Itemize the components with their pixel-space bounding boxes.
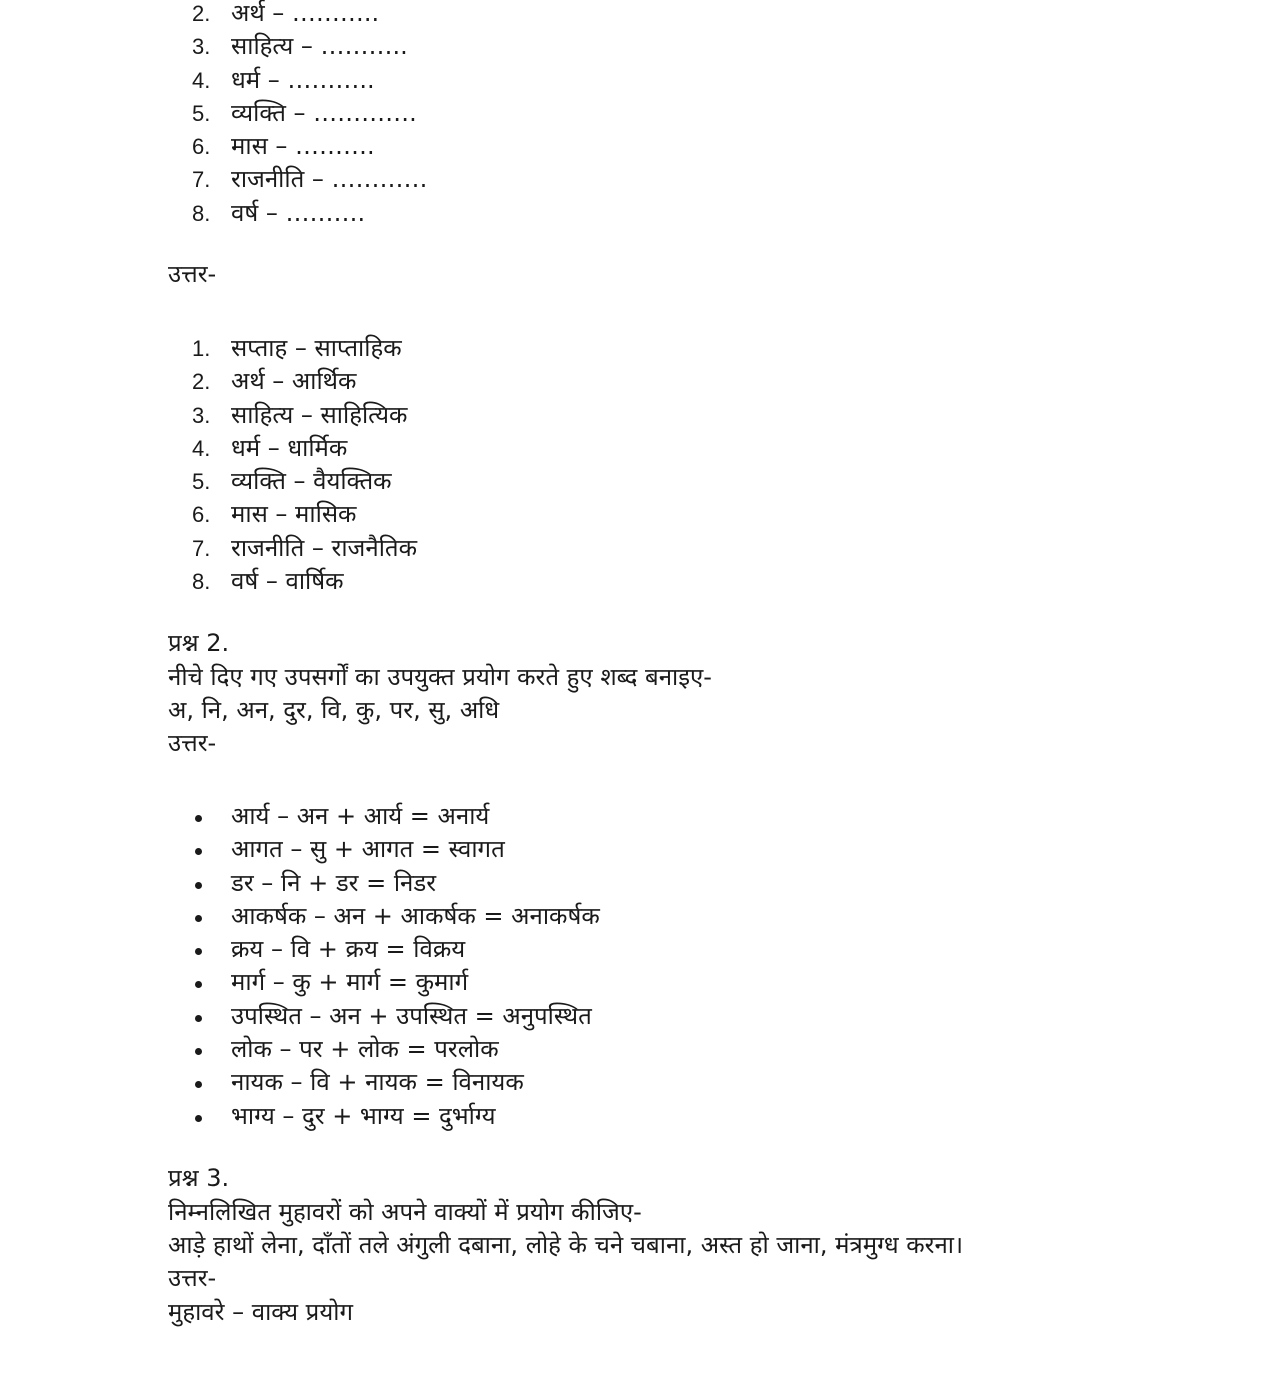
item-text: व्यक्ति – ………….: [231, 98, 417, 127]
item-text: वर्ष – ……….: [231, 198, 366, 227]
item-number: 4.: [192, 67, 211, 93]
item-text: साहित्य – साहित्यिक: [231, 400, 408, 429]
item-text: आर्य – अन + आर्य = अनार्य: [231, 802, 490, 830]
item-number: 7.: [192, 535, 211, 561]
item-text: अर्थ – आर्थिक: [231, 367, 357, 396]
item-number: 1.: [192, 336, 211, 361]
q2-answer-label: उत्तर-: [168, 729, 217, 757]
item-text: मार्ग – कु + मार्ग = कुमार्ग: [231, 968, 469, 997]
q3-idioms: आड़े हाथों लेना, दाँतों तले अंगुली दबाना, लोहे के चने चबाना, अस्त हो जाना, मंत्रमुग्ध करना।: [168, 1231, 964, 1259]
item-text: धर्म – धार्मिक: [231, 433, 348, 462]
q2-instruction: नीचे दिए गए उपसर्गों का उपयुक्त प्रयोग करते हुए शब्द बनाइए-: [168, 663, 712, 691]
bullet-icon: [195, 1081, 202, 1088]
q2-prefixes: अ, नि, अन, दुर, वि, कु, पर, सु, अधि: [168, 696, 500, 724]
item-text: राजनीति – …………: [231, 165, 428, 194]
item-text: साहित्य – ………..: [231, 32, 408, 61]
bullet-icon: [195, 882, 202, 889]
item-text: सप्ताह – साप्ताहिक: [231, 334, 402, 362]
item-text: मास – ……….: [231, 132, 375, 161]
q3-table-header: मुहावरे – वाक्य प्रयोग: [168, 1298, 353, 1326]
item-number: 2.: [192, 369, 211, 395]
bullet-icon: [195, 915, 202, 922]
item-text: आकर्षक – अन + आकर्षक = अनाकर्षक: [231, 901, 600, 930]
item-number: 6.: [192, 502, 211, 528]
item-text: भाग्य – दुर + भाग्य = दुर्भाग्य: [231, 1101, 496, 1130]
q3-heading: प्रश्न 3.: [168, 1164, 230, 1192]
bullet-icon: [195, 1115, 202, 1122]
item-text: मास – मासिक: [231, 500, 357, 529]
q2-heading: प्रश्न 2.: [168, 629, 230, 657]
item-number: 8.: [192, 569, 211, 595]
bullet-icon: [195, 815, 202, 822]
q1-answer-label: उत्तर-: [168, 260, 217, 288]
bullet-icon: [195, 948, 202, 955]
item-number: 5.: [192, 100, 211, 126]
q3-instruction: निम्नलिखित मुहावरों को अपने वाक्यों में प्रयोग कीजिए-: [168, 1198, 642, 1226]
item-text: धर्म – ………..: [231, 65, 375, 94]
item-number: 8.: [192, 200, 211, 226]
item-number: 2.: [192, 1, 211, 26]
bullet-icon: [195, 981, 202, 988]
item-text: लोक – पर + लोक = परलोक: [231, 1035, 499, 1064]
item-text: अर्थ – ………..: [231, 0, 380, 27]
item-text: राजनीति – राजनैतिक: [231, 533, 418, 562]
item-text: वर्ष – वार्षिक: [231, 567, 344, 596]
item-text: व्यक्ति – वैयक्तिक: [231, 467, 392, 496]
item-text: नायक – वि + नायक = विनायक: [231, 1068, 524, 1097]
item-number: 3.: [192, 34, 211, 60]
bullet-icon: [195, 1048, 202, 1055]
bullet-icon: [195, 1015, 202, 1022]
item-number: 7.: [192, 167, 211, 193]
item-number: 5.: [192, 469, 211, 495]
item-text: उपस्थित – अन + उपस्थित = अनुपस्थित: [231, 1001, 592, 1030]
item-text: आगत – सु + आगत = स्वागत: [231, 835, 505, 864]
item-number: 3.: [192, 402, 211, 428]
item-text: डर – नि + डर = निडर: [231, 868, 437, 897]
item-number: 6.: [192, 134, 211, 160]
item-text: क्रय – वि + क्रय = विक्रय: [231, 935, 466, 964]
bullet-icon: [195, 848, 202, 855]
q3-answer-label: उत्तर-: [168, 1264, 217, 1292]
item-number: 4.: [192, 435, 211, 461]
